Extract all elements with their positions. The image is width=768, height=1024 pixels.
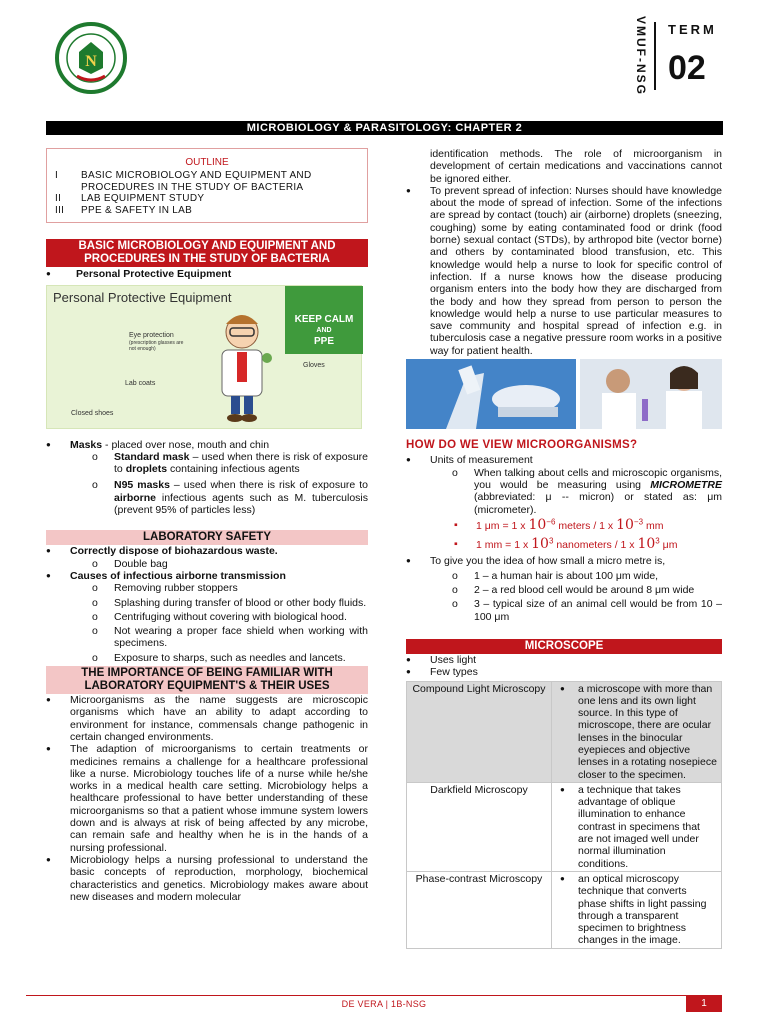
microscope-type-desc: ● an optical microscopy technique that converts phase shifts in light passing through a transparent specimen to brightness changes in the image. [552, 871, 722, 948]
microscope-bullet: ● Uses light [406, 654, 722, 666]
label-closed-shoes: Closed shoes [71, 409, 114, 417]
doctor-figure [197, 310, 287, 426]
microscope-type-name: Compound Light Microscopy [407, 681, 552, 782]
conversion-micrometre: ▪ 1 μm = 1 x $10^{-6}$ meters / 1 x $10^{-3}$ mm [406, 519, 722, 532]
scientists-photo [580, 359, 722, 429]
label-gloves: Gloves [303, 361, 325, 369]
page-number: 1 [686, 996, 722, 1012]
keep-calm-poster: KEEP CALM AND PPE [285, 286, 363, 354]
section-title-lab-safety: LABORATORY SAFETY [46, 530, 368, 545]
chapter-title: MICROBIOLOGY & PARASITOLOGY: CHAPTER 2 [46, 121, 723, 135]
n95-mask-item: o N95 masks – used when there is risk of exposure to airborne infectious agents such as M. tuberculosis (prevent 95% of particles less) [46, 479, 368, 516]
label-eye-protection: Eye protection (prescription glasses are not enough) [129, 331, 184, 352]
lab-photos [406, 359, 722, 431]
spread-infection-bullet: ● To prevent spread of infection: Nurses should have knowledge about the mode of spread of infection. Some of the infections are spread by contact (touch) air (airborne) droplets (sneezing, coughing) some by eating contaminated food or drink (food borne) sexual contact (STDs), by arthropod bite (vector borne) and others by contaminated blood transfusion, etc. This knowledge would help a nurse to look for specific control of infection. If a nurse knows how the disease producing organism enters into the body how they are discharged from the body and how they spread from person to person the knowledge would help a nurse to use particular measures to save community and hospital spread of infection e.g. in tuberculosis case a negative pressure room works in a positive way for patient health. [406, 185, 722, 357]
right-column [406, 148, 722, 949]
importance-paragraph: ● The adaption of microorganisms to certain treatments or medicines remains a challenge for a healthcare professional like a nurse. Microbiology touches life of a nurse while he/she works in a medical health care setting. Microbiology helps a healthcare professional to have better understanding of these microorganisms so that a patient whose immune system lowers down and is always at risk of being affected by any microbe, can remain safe and healthy when he is in the hands of a nursing professional. [46, 743, 368, 854]
cause-item: o Not wearing a proper face shield when working with specimens. [46, 625, 368, 650]
footer-author: DE VERA | 1B-NSG [341, 999, 427, 1009]
importance-paragraph: ● Microbiology helps a nursing professional to understand the basic concepts of reproduction, morphology, biochemical characteristics and genetics. Microbiology makes aware about new diseases and modern molecular [46, 854, 368, 903]
cause-item: o Splashing during transfer of blood or other body fluids. [46, 597, 368, 609]
continued-paragraph: identification methods. The role of microorganism in development of certain medications and vaccinations cannot be ignored either. [430, 148, 722, 185]
causes-bullet: ● Causes of infectious airborne transmission [46, 570, 368, 582]
microscope-type-desc: ● a microscope with more than one lens and its own light source. In this type of microscope, there are ocular lenses in the binocular eyepieces and objective lenses in a rotating nosepiece closer to the specimen. [552, 681, 722, 782]
outline-item: III PPE & SAFETY IN LAB [55, 204, 193, 216]
units-bullet: ● Units of measurement [406, 454, 722, 466]
ppe-image-title: Personal Protective Equipment [53, 289, 232, 305]
size-example: o 3 – typical size of an animal cell would be from 10 – 100 μm [406, 598, 722, 623]
outline-box [46, 148, 368, 223]
microscope-photo [406, 359, 576, 429]
dispose-bullet: ● Correctly dispose of biohazardous waste. [46, 545, 368, 557]
table-row [407, 782, 722, 871]
microscope-type-name: Darkfield Microscopy [407, 782, 552, 871]
size-example: o 1 – a human hair is about 100 μm wide, [406, 570, 722, 582]
standard-mask-item: o Standard mask – used when there is risk of exposure to droplets containing infectious agents [46, 451, 368, 476]
micrometre-item: o When talking about cells and microscopic organisms, you would be measuring using MICROMETRE (abbreviated: μ -- micron) or stated as: μm (micrometer). [406, 467, 722, 516]
label-lab-coats: Lab coats [125, 379, 156, 387]
term-label: TERM [668, 22, 717, 37]
header-divider [654, 22, 656, 90]
microscope-type-name: Phase-contrast Microscopy [407, 871, 552, 948]
term-number: 02 [668, 49, 706, 87]
outline-title: OUTLINE [185, 157, 229, 168]
section-title-basic-microbiology: BASIC MICROBIOLOGY AND EQUIPMENT AND PROCEDURES IN THE STUDY OF BACTERIA [46, 239, 368, 267]
section-title-microscope: MICROSCOPE [406, 639, 722, 654]
masks-bullet: ● Masks - placed over nose, mouth and chin [46, 439, 368, 451]
table-row [407, 681, 722, 782]
conversion-millimetre: ▪ 1 mm = 1 x $10^3$ nanometers / 1 x $10^3$ μm [406, 538, 722, 551]
idea-bullet: ● To give you the idea of how small a micro metre is, [406, 555, 722, 567]
ppe-illustration [46, 285, 362, 429]
section-title-importance: THE IMPORTANCE OF BEING FAMILIAR WITH LABORATORY EQUIPMENT'S & THEIR USES [46, 666, 368, 694]
ppe-bullet: ● Personal Protective Equipment [46, 268, 368, 280]
cause-item: o Centrifuging without covering with biological hood. [46, 611, 368, 623]
importance-paragraph: ● Microorganisms as the name suggests are microscopic organisms which have an ability to adapt according to environment for instance, commensals change pathogenic in certain changed environments. [46, 694, 368, 743]
footer-rule [26, 995, 722, 996]
microscope-type-desc: ● a technique that takes advantage of oblique illumination to enhance contrast in specimens that are not imaged well under normal illumination conditions. [552, 782, 722, 871]
table-row [407, 871, 722, 948]
seal-letter: N [85, 53, 97, 70]
microscope-bullet: ● Few types [406, 666, 722, 678]
cause-item: o Removing rubber stoppers [46, 582, 368, 594]
outline-item: II LAB EQUIPMENT STUDY [55, 193, 205, 205]
double-bag-item: o Double bag [46, 558, 368, 570]
size-example: o 2 – a red blood cell would be around 8 μm wide [406, 584, 722, 596]
left-column [46, 148, 368, 903]
vmuf-nsg-label: VMUF-NSG [634, 16, 649, 96]
university-seal-logo [55, 22, 127, 94]
outline-item: I BASIC MICROBIOLOGY AND EQUIPMENT AND PROCEDURES IN THE STUDY OF BACTERIA [55, 170, 312, 193]
microscope-types-table [406, 681, 722, 949]
section-title-view-microorganisms: HOW DO WE VIEW MICROORGANISMS? [406, 439, 638, 452]
cause-item: o Exposure to sharps, such as needles and lancets. [46, 652, 368, 664]
